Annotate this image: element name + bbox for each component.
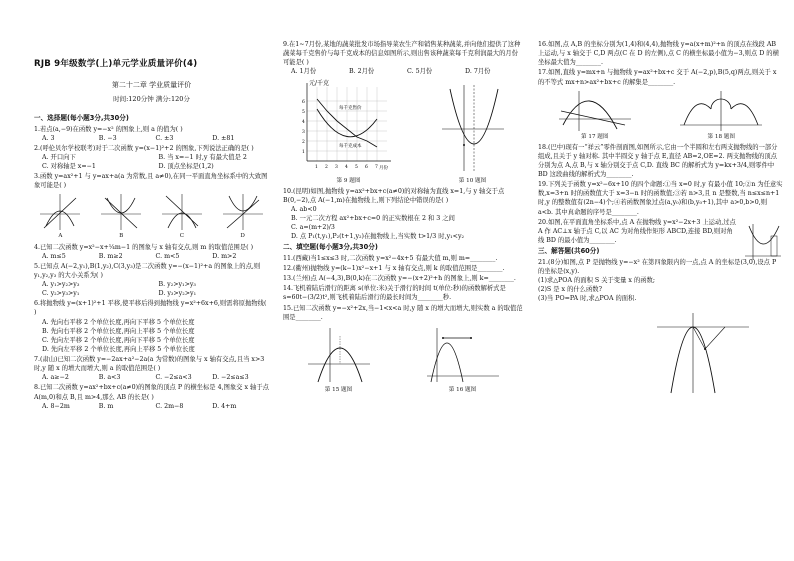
graph-option-a [38,192,82,240]
figures-15-16 [283,324,523,394]
question-21-part-1: (1)求△POA 的面积 S 关于变量 x 的函数; [538,276,655,284]
option-c: C. 5月份 [407,68,433,76]
x-tick: 5 [354,164,358,170]
question-text: 3.函数 y=ax²+1 与 y=ax+a(a 为常数,且 a≠0),在同一平面直角坐标系中的大致图象可能是( ) [34,173,268,190]
figure-16-caption: 第 16 题图 [448,386,477,393]
question-13: 13.(兰州)点 A(−4,3),B(0,k)在二次函数 y=−(x+2)²+h 的图象上,则 k=________. [283,275,516,283]
option-a: A. ab<0 [291,205,317,213]
option-c: C. a=(m+2)/3 [291,224,335,232]
option-d: D. 点 P₁(t,y₁),P₂(t+1,y₂)在抛物线上,当实数 t>1/3 时,y₁<y₂ [291,233,465,241]
column-left [34,58,269,412]
figure-18 [676,89,766,141]
x-tick: 6 [364,164,368,170]
option-a: A. m≤5 [42,252,66,260]
graph-option-c [160,192,204,240]
option-b: B. 当 x=−1 时,y 有最大值是 2 [158,153,247,161]
question-text: 9.在1~7月份,某地的蔬菜批发市场指导菜农生产和销售某种蔬菜,并向他们提供了这种蔬菜每千克售价与每千克成本的信息如图所示,则出售该种蔬菜每千克利润最大的月份可能是( ) [283,41,521,67]
question-21-part-2: (2)S 是 x 的什么函数? [538,286,602,294]
page-title: RJB 9年级数学(上)单元学业质量评价(4) [34,59,198,69]
option-a: A. 1月份 [291,68,317,76]
y-tick: 2 [301,139,305,145]
exam-meta: 时间:120分钟 满分:120分 [113,94,190,103]
question-1 [34,125,269,143]
question-12: 12.(衢州)抛物线 y=(k−1)x²−x+1 与 x 轴有交点,则 k 的取值范围是________. [283,265,505,273]
question-text: 1.若点(a,−9)在函数 y=−x² 的图象上,则 a 的值为( ) [34,125,183,133]
question-11: 11.(西藏)当1≤x≤3 时,二次函数 y=x²−4x+5 有最大值 m,则 m=________. [283,254,498,262]
question-17: 17.如图,直线 y=mx+n 与抛物线 y=ax²+bx+c 交于 A(−2,p),B(5,q)两点,则关于 x 的不等式 mx+n>ax²+bx+c 的解集是________. [538,69,777,86]
option-b: B. a<3 [98,374,121,382]
figure-15 [304,324,374,394]
question-18: 18.(巴中)现有一“祥云”零件剖面图,如图所示,它由一个半圆和左右两支抛物线的一部分组成,且关于 y 轴对称. 其中半圆交 y 轴于点 E,直径 AB=2,OE=2. 两支抛物线的顶点分别为点 A,点 B,与 x 轴分别交于点 C,D. 直线 BC 的解析式为 y=kx+3/4,则零件中 BD 这段曲线的解析式为________. [538,143,778,179]
y-tick: 5 [301,109,305,115]
question-text: 6.将抛物线 y=(x+1)²+1 平移,使平移后得到抛物线 y=x²+6x+6,则需将原抛物线( ) [34,300,267,317]
x-tick: 7 [374,164,378,170]
question-21-part-3: (3)当 PO=PA 时,求△POA 的面积. [538,295,637,303]
graph-label: B [119,233,124,240]
section-3-title: 三、解答题(共60分) [538,247,600,256]
option-c: C. y₂>y₃>y₁ [42,290,80,298]
figure-18-caption: 第 18 题图 [707,133,735,140]
figure-9 [299,79,399,185]
question-text: 8.已知二次函数 y=ax²+bx+c(a≠0)的图象的顶点 P 的横坐标是 4,图象交 x 轴于点 A(m,0)和点 B,且 m>4,那么 AB 的长是( ) [34,384,269,401]
question-14: 14.飞机着陆后滑行的距离 s(单位:米)关于滑行的时间 t(单位:秒)的函数解析式是 s=60t−(3/2)t²,则飞机着陆后滑行的最长时间为________秒. [283,285,506,302]
question-15: 15.已知二次函数 y=−x²+2x,当−1<x<a 时,y 随 x 的增大而增大,则实数 a 的取值范围是________. [283,304,523,321]
question-9 [283,40,523,77]
option-a: A. 8−2m [42,402,70,410]
option-c: C. 先向左平移 2 个单位长度,再向下平移 5 个单位长度 [42,336,195,344]
option-d: D. 先向左平移 2 个单位长度,再向上平移 5 个单位长度 [42,345,195,353]
y-axis-unit: 元/千克 [308,79,329,87]
option-b: B. m [98,402,114,410]
series-label-cost: 每千克成本 [338,143,361,149]
series-label-price: 每千克售价 [338,105,361,111]
figures-17-18 [538,89,783,141]
question-text: 5.已知点 A(−2,y₁),B(1,y₂),C(3,y₃)是二次函数 y=−(x−1)²+a 的图象上的点,则 y₁,y₂,y₃ 的大小关系为( ) [34,262,261,279]
option-c: C. 2m−8 [155,402,184,410]
question-2 [34,144,269,171]
column-right [538,40,783,395]
question-21 [538,258,783,304]
option-b: B. 一元二次方程 ax²+bx+c=0 的正实数根在 2 和 3 之间 [291,214,455,222]
figures-9-10 [283,79,523,185]
question-5 [34,262,269,299]
option-b: B. m≥2 [98,252,123,260]
figure-17-caption: 第 17 题图 [581,133,609,140]
option-b: B. 2月份 [349,68,375,76]
graph-label: C [179,233,185,240]
figure-20 [743,222,783,262]
x-tick: 4 [344,164,348,170]
section-2-title: 二、填空题(每小题3分,共30分) [283,243,378,252]
column-middle [283,40,523,396]
option-a: A. y₁>y₂>y₃ [42,281,80,289]
option-c: C. ±3 [155,134,174,142]
question-8 [34,383,269,410]
figure-16 [423,324,503,394]
question-20 [538,218,783,245]
option-b: B. 先向右平移 2 个单位长度,再向上平移 5 个单位长度 [42,327,195,335]
option-d: D. m>2 [212,252,237,260]
x-tick: 1 [314,164,318,170]
graph-option-b [99,192,143,240]
question-text: 7.(肃山)已知二次函数 y=−2ax+a²−2a(a 为常数)的图象与 x 轴有交点,且当 x>3 时,y 随 x 的增大而增大,则 a 的取值范围是( ) [34,356,265,373]
graph-option-d [221,192,265,240]
y-tick: 1 [301,149,305,155]
option-d: D. ±81 [212,134,235,142]
y-tick: 4 [301,119,305,125]
graph-label: A [58,233,63,240]
y-tick: 3 [301,129,305,135]
x-axis-unit: 月份 [378,165,388,171]
figure-10-caption: 第 10 题图 [458,177,487,184]
x-tick: 3 [334,164,338,170]
option-a: A. a≥−2 [42,374,69,382]
figure-9-caption: 第 9 题图 [336,177,361,184]
question-6 [34,299,269,354]
option-c: C. m<5 [155,252,180,260]
figure-15-caption: 第 15 题图 [324,386,353,393]
figure-10 [438,79,508,185]
question-10 [283,187,523,242]
graph-label: D [240,233,245,240]
option-d: D. −2≤a≤3 [212,374,249,382]
option-d: D. 4+m [212,402,237,410]
question-19: 19.下列关于函数 y=x²−6x+10 的四个命题:①当 x=0 时,y 有最小值 10;②n 为任意实数,x=3+n 时的函数值大于 x=3−n 时的函数值;③若 n>3,且 n 是整数,当 n≤x≤n+1 时,y 的整数值有(2n−4)个;④若函数图象过点(a,y₀)和(b,y₀+1),其中 a>0,b>0,则 a<b. 其中真命题的序号是________. [538,181,783,216]
question-4 [34,243,269,261]
option-d: D. 顶点坐标是(1,2) [158,163,214,171]
question-7 [34,355,269,382]
option-a: A. 开口向下 [42,153,76,161]
option-d: D. y₃>y₂>y₁ [158,290,197,298]
question-text: 4.已知二次函数 y=x²−x+¼m−1 的图象与 x 轴有交点,则 m 的取值范围是( ) [34,243,254,251]
x-tick: 2 [324,164,328,170]
question-16: 16.如图,点 A,B 的坐标分别为(1,4)和(4,4),抛物线 y=a(x+m)²+n 的顶点在线段 AB 上运动,与 x 轴交于 C,D 两点(C 在 D 的左侧),点 C 的横坐标最小值为−3,则点 D 的横坐标最大值为________. [538,41,779,67]
option-c: C. −2≤a<3 [155,374,192,382]
question-text: 2.(呼伦贝尔学校联考)对于二次函数 y=(x−1)²+2 的图象,下列说法正确的是( ) [34,144,254,152]
option-a: A. 先向右平移 2 个单位长度,再向下平移 5 个单位长度 [42,318,195,326]
option-d: D. 7月份 [465,68,491,76]
question-text: 21.(8分)如图,点 P 是抛物线 y=−x² 在第四象限内的一点,点 A 的坐标是(3,0),设点 P 的坐标是(x,y). [538,258,777,275]
option-c: C. 对称轴是 x=−1 [42,163,96,171]
figure-17 [555,89,635,141]
figure-21 [653,309,753,395]
option-b: B. −3 [98,134,117,142]
question-text: 10.(昆明)如图,抛物线 y=ax²+bx+c(a≠0)的对称轴为直线 x=1,与 y 轴交于点 B(0,−2),点 A(−1,m)在抛物线上,则下列结论中错误的是( ) [283,187,505,204]
question-3 [34,172,269,240]
y-tick: 6 [301,99,305,105]
question-text: 20.如图,在平面直角坐标系中,点 A 在抛物线 y=x²−2x+3 上运动,过点 A 作 AC⊥x 轴于点 C,以 AC 为对角线作矩形 ABCD,连接 BD,则对角线 BD 的最小值为________. [538,218,736,244]
chapter-title: 第二十二章 学业质量评价 [111,81,192,90]
option-b: B. y₂>y₁>y₃ [158,281,196,289]
option-a: A. 3 [42,134,55,142]
section-1-title: 一、选择题(每小题3分,共30分) [34,114,129,123]
